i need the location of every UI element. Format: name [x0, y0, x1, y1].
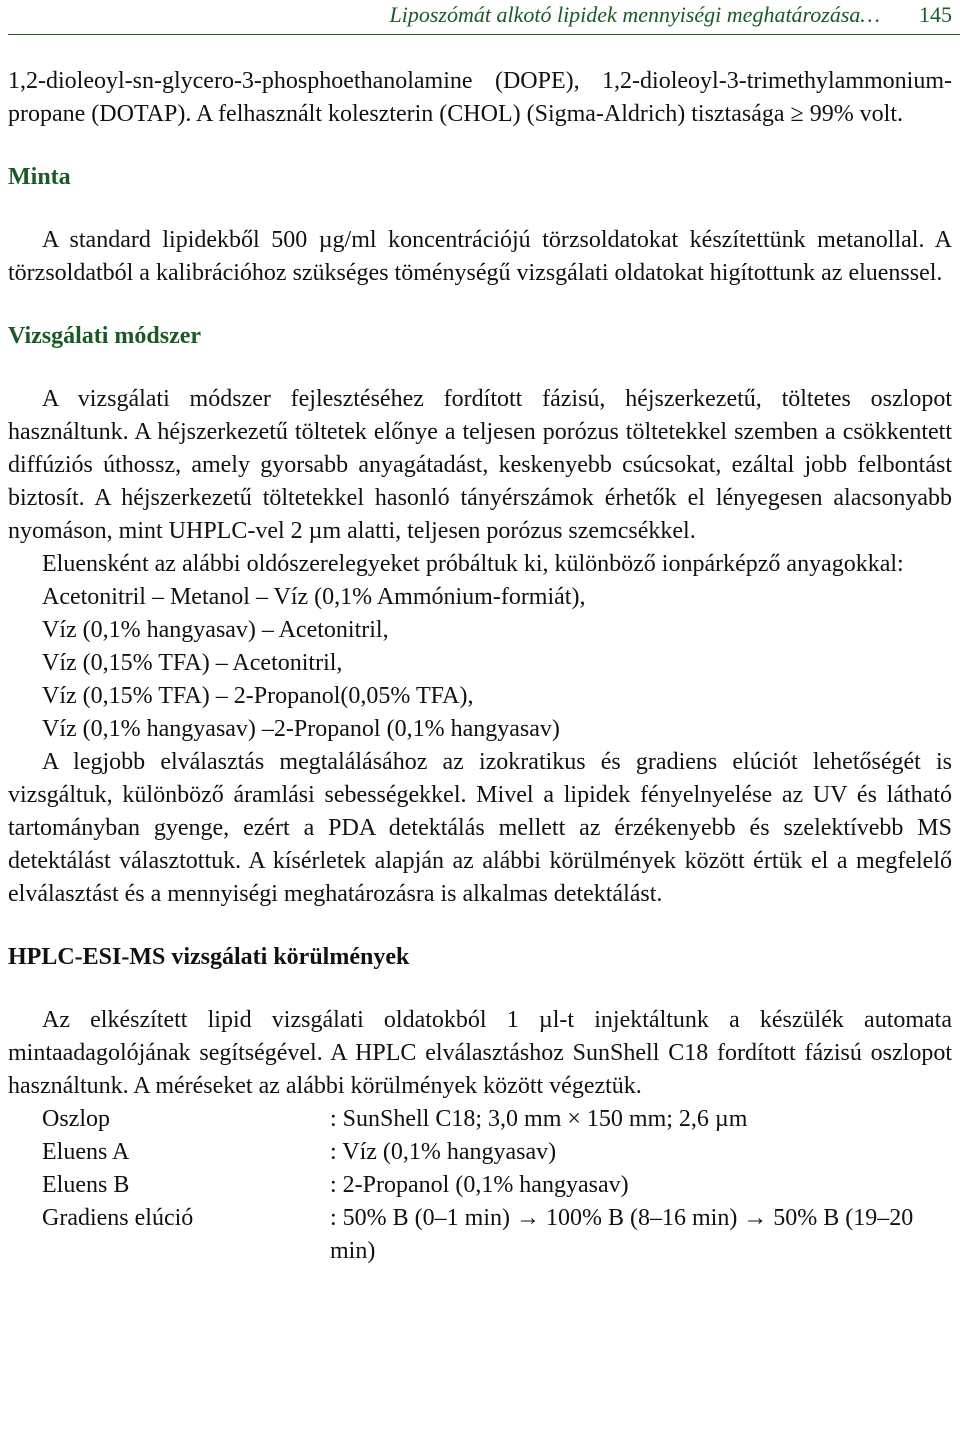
list-item: Víz (0,1% hangyasav) – Acetonitril,	[42, 617, 389, 643]
section-heading-minta: Minta	[8, 164, 71, 190]
minta-paragraph: A standard lipidekből 500 µg/ml koncentrációjú törzsoldatokat készítettünk metanollal. A törzsoldatból a kalibrációhoz szükséges töménységű vizsgálati oldatokat higítottunk az eluenssel.	[8, 227, 952, 286]
param-value: : Víz (0,1% hangyasav)	[330, 1139, 557, 1165]
running-head	[8, 2, 952, 32]
list-item: Acetonitril – Metanol – Víz (0,1% Ammónium-formiát),	[42, 584, 586, 610]
eluent-list	[8, 581, 952, 746]
param-value: : 2-Propanol (0,1% hangyasav)	[330, 1172, 629, 1198]
list-item: Víz (0,15% TFA) – 2-Propanol(0,05% TFA),	[42, 683, 474, 709]
section-heading-hplc: HPLC-ESI-MS vizsgálati körülmények	[8, 944, 410, 970]
param-value: : 50% B (0–1 min) → 100% B (8–16 min) → 50% B (19–20 min)	[330, 1205, 914, 1264]
method-paragraph-2: Eluensként az alábbi oldószerelegyeket próbáltuk ki, különböző ionpárképző anyagokkal:	[42, 551, 904, 577]
header-rule	[8, 34, 960, 35]
method-paragraph-3: A legjobb elválasztás megtalálásához az izokratikus és gradiens elúciót lehetőségét is vizsgáltuk, különböző áramlási sebességekkel. Mivel a lipidek fényelnyelése az UV és látható tartományban gyenge, ezért a PDA detektálás mellett az érzékenyebb és szelektívebb MS detektálást választottuk. A kísérletek alapján az alábbi körülmények között értük el a megfelelő elválasztást és a mennyiségi meghatározásra is alkalmas detektálást.	[8, 749, 952, 907]
section-heading-vizsgalati-modszer: Vizsgálati módszer	[8, 323, 202, 349]
intro-paragraph: 1,2-dioleoyl-sn-glycero-3-phosphoethanolamine (DOPE), 1,2-dioleoyl-3-trimethylammonium-propane (DOTAP). A felhasznált koleszterin (CHOL) (Sigma-Aldrich) tisztasága ≥ 99% volt.	[8, 68, 952, 127]
page-content	[8, 65, 952, 1268]
page-number: 145	[919, 2, 952, 27]
param-label: Eluens A	[42, 1139, 130, 1165]
hplc-parameters	[42, 1103, 952, 1268]
param-value: : SunShell C18; 3,0 mm × 150 mm; 2,6 µm	[330, 1106, 748, 1132]
param-label: Gradiens elúció	[42, 1205, 194, 1231]
param-row	[42, 1169, 952, 1202]
param-row	[42, 1103, 952, 1136]
list-item: Víz (0,15% TFA) – Acetonitril,	[42, 650, 343, 676]
param-label: Eluens B	[42, 1172, 130, 1198]
method-paragraph-1: A vizsgálati módszer fejlesztéséhez fordított fázisú, héjszerkezetű, töltetes oszlopot használtunk. A héjszerkezetű töltetek előnye a teljesen porózus töltetekkel szemben a csökkentett diffúziós úthossz, amely gyorsabb anyagátadást, keskenyebb csúcsokat, ezáltal jobb felbontást biztosít. A héjszerkezetű töltetekkel hasonló tányérszámok érhetők el lényegesen alacsonyabb nyomáson, mint UHPLC-vel 2 µm alatti, teljesen porózus szemcsékkel.	[8, 386, 952, 544]
hplc-paragraph: Az elkészített lipid vizsgálati oldatokból 1 µl-t injektáltunk a készülék automata mintaadagolójának segítségével. A HPLC elválasztáshoz SunShell C18 fordított fázisú oszlopot használtunk. A méréseket az alábbi körülmények között végeztük.	[8, 1007, 952, 1099]
param-row	[42, 1202, 952, 1268]
param-row	[42, 1136, 952, 1169]
param-label: Oszlop	[42, 1106, 110, 1132]
running-title: Liposzómát alkotó lipidek mennyiségi meghatározása…	[389, 2, 880, 27]
list-item: Víz (0,1% hangyasav) –2-Propanol (0,1% hangyasav)	[42, 716, 560, 742]
